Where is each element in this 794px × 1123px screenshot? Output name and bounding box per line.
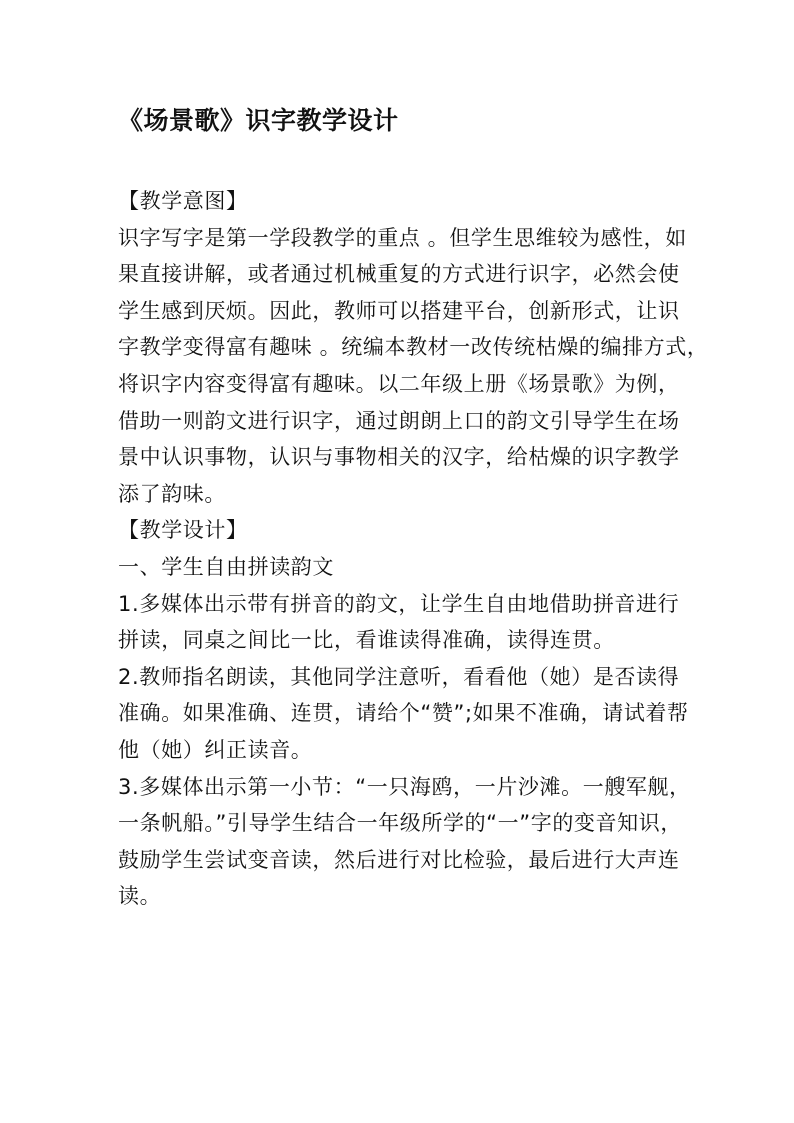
paragraph-line: 一条帆船。”引导学生结合一年级所学的“一”字的变音知识，: [118, 811, 682, 836]
document-title: 《场景歌》识字教学设计: [118, 106, 399, 135]
paragraph-line: 景中认识事物，认识与事物相关的汉字，给枯燥的识字教学: [118, 445, 680, 470]
subsection-heading: 一、学生自由拼读韵文: [118, 554, 334, 579]
paragraph-line: 拼读，同桌之间比一比，看谁读得准确，读得连贯。: [118, 628, 615, 653]
paragraph-line: 1.多媒体出示带有拼音的韵文，让学生自由地借助拼音进行: [118, 591, 680, 616]
section-heading-intent: 【教学意图】: [118, 189, 248, 213]
paragraph-line: 学生感到厌烦。因此，教师可以搭建平台，创新形式，让识: [118, 298, 680, 323]
section-heading-design: 【教学设计】: [118, 518, 248, 543]
paragraph-line: 字教学变得富有趣味 。统编本教材一改传统枯燥的编排方式，: [118, 335, 709, 360]
paragraph-line: 将识字内容变得富有趣味。以二年级上册《场景歌》为例，: [118, 371, 680, 396]
paragraph-line: 鼓励学生尝试变音读，然后进行对比检验，最后进行大声连: [118, 847, 680, 872]
paragraph-line: 3.多媒体出示第一小节：“一只海鸥，一片沙滩。一艘军舰，: [118, 774, 691, 799]
paragraph-line: 准确。如果准确、连贯，请给个“赞”;如果不准确，请试着帮: [118, 701, 689, 726]
paragraph-line: 添了韵味。: [118, 481, 226, 506]
paragraph-line: 识字写字是第一学段教学的重点 。但学生思维较为感性，如: [118, 225, 687, 250]
document-body: [118, 183, 709, 915]
paragraph-line: 读。: [118, 884, 162, 909]
paragraph-line: 果直接讲解，或者通过机械重复的方式进行识字，必然会使: [118, 262, 680, 287]
paragraph-line: 借助一则韵文进行识字，通过朗朗上口的韵文引导学生在场: [118, 408, 680, 433]
paragraph-line: 他（她）纠正读音。: [118, 737, 313, 762]
paragraph-line: 2.教师指名朗读，其他同学注意听，看看他（她）是否读得: [118, 664, 680, 689]
